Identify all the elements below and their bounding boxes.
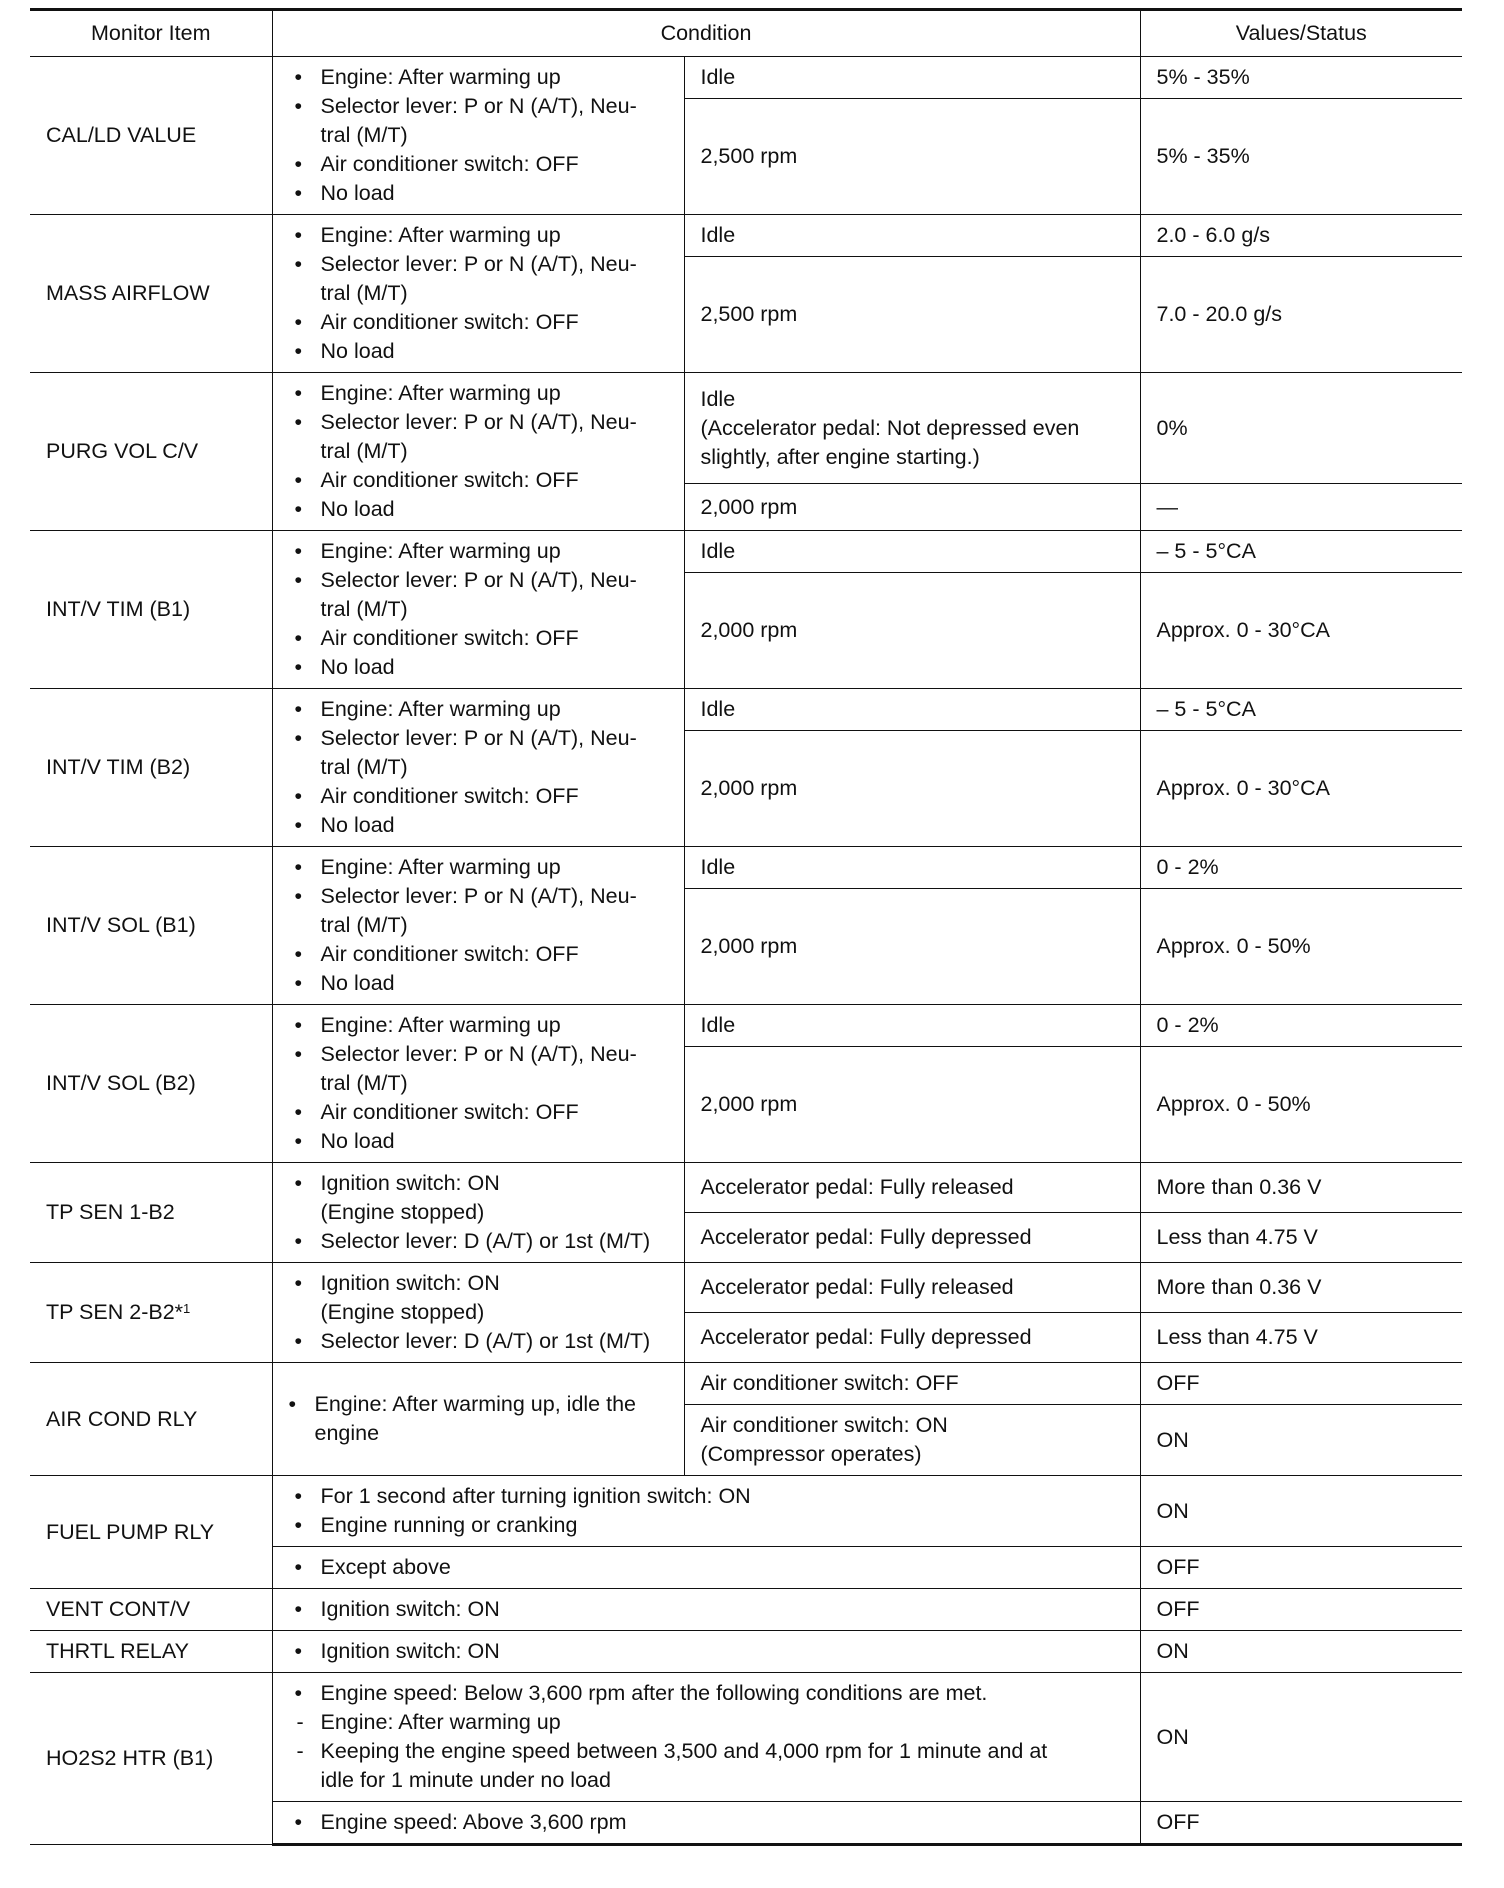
value-cell: Approx. 0 - 30°CA [1140, 573, 1462, 689]
table-row [30, 531, 1462, 573]
sub-condition: 2,500 rpm [684, 99, 1140, 215]
list-item: • Engine: After warming up [289, 221, 674, 250]
table-row [30, 1631, 1462, 1673]
list-item: • Air conditioner switch: OFF [289, 782, 674, 811]
value-cell: Less than 4.75 V [1140, 1313, 1462, 1363]
list-item: • No load [289, 179, 674, 208]
sub-condition: 2,000 rpm [684, 889, 1140, 1005]
list-item: • Selector lever: P or N (A/T), Neu- tral (M/T) [289, 408, 674, 466]
list-item: • For 1 second after turning ignition switch: ON [289, 1482, 1130, 1511]
monitor-item: INT/V SOL (B2) [30, 1005, 272, 1163]
condition-list [272, 215, 684, 373]
value-cell: More than 0.36 V [1140, 1163, 1462, 1213]
sub-condition: Idle [684, 57, 1140, 99]
list-item: • No load [289, 337, 674, 366]
value-cell: OFF [1140, 1802, 1462, 1845]
condition-list [272, 531, 684, 689]
monitor-item: TP SEN 1-B2 [30, 1163, 272, 1263]
condition-list [272, 1263, 684, 1363]
monitor-item: INT/V TIM (B1) [30, 531, 272, 689]
value-cell: Approx. 0 - 50% [1140, 889, 1462, 1005]
list-item: • No load [289, 811, 674, 840]
table-row [30, 1589, 1462, 1631]
sub-condition: Idle [684, 215, 1140, 257]
list-item: • Ignition switch: ON (Engine stopped) [289, 1169, 674, 1227]
value-cell: ON [1140, 1405, 1462, 1476]
list-item: • Air conditioner switch: OFF [289, 308, 674, 337]
list-item: - Keeping the engine speed between 3,500 and 4,000 rpm for 1 minute and at idle for 1 minute under no load [289, 1737, 1130, 1795]
list-item: • Selector lever: D (A/T) or 1st (M/T) [289, 1227, 674, 1256]
list-item: • Engine: After warming up [289, 537, 674, 566]
value-cell: OFF [1140, 1363, 1462, 1405]
list-item: • Engine speed: Below 3,600 rpm after the following conditions are met. [289, 1679, 1130, 1708]
value-cell: ON [1140, 1673, 1462, 1802]
table-row [30, 57, 1462, 99]
list-item: • Ignition switch: ON (Engine stopped) [289, 1269, 674, 1327]
monitor-item: THRTL RELAY [30, 1631, 272, 1673]
value-cell: – 5 - 5°CA [1140, 689, 1462, 731]
sub-condition: 2,000 rpm [684, 731, 1140, 847]
list-item: • Except above [289, 1553, 1130, 1582]
table-row [30, 215, 1462, 257]
value-cell: 5% - 35% [1140, 99, 1462, 215]
table-row [30, 1005, 1462, 1047]
monitor-item: INT/V SOL (B1) [30, 847, 272, 1005]
value-cell: – 5 - 5°CA [1140, 531, 1462, 573]
sub-condition: Air conditioner switch: OFF [684, 1363, 1140, 1405]
sub-condition: Accelerator pedal: Fully released [684, 1263, 1140, 1313]
condition-list [272, 1476, 1140, 1547]
list-item: • Air conditioner switch: OFF [289, 150, 674, 179]
sub-condition: Air conditioner switch: ON (Compressor operates) [684, 1405, 1140, 1476]
condition-list [272, 847, 684, 1005]
list-item: • Engine: After warming up, idle the engine [283, 1390, 674, 1448]
sub-condition: Idle [684, 689, 1140, 731]
value-cell: ON [1140, 1476, 1462, 1547]
list-item: - Engine: After warming up [289, 1708, 1130, 1737]
condition-list [272, 1631, 1140, 1673]
condition-list [272, 1802, 1140, 1845]
table-row [30, 847, 1462, 889]
list-item: • No load [289, 653, 674, 682]
list-item: • Selector lever: D (A/T) or 1st (M/T) [289, 1327, 674, 1356]
header-monitor-item: Monitor Item [30, 10, 272, 57]
monitor-item: VENT CONT/V [30, 1589, 272, 1631]
monitor-item: INT/V TIM (B2) [30, 689, 272, 847]
table-row [30, 1363, 1462, 1405]
spec-page [30, 8, 1462, 1846]
list-item: • Engine: After warming up [289, 1011, 674, 1040]
condition-list [272, 689, 684, 847]
list-item: • Engine: After warming up [289, 695, 674, 724]
value-cell: 0 - 2% [1140, 847, 1462, 889]
value-cell: Approx. 0 - 50% [1140, 1047, 1462, 1163]
list-item: • Air conditioner switch: OFF [289, 940, 674, 969]
monitor-item: TP SEN 2-B2*$^1$ [30, 1263, 272, 1363]
sub-condition: Idle [684, 1005, 1140, 1047]
monitor-item: HO2S2 HTR (B1) [30, 1673, 272, 1845]
monitor-item: CAL/LD VALUE [30, 57, 272, 215]
monitor-item: PURG VOL C/V [30, 373, 272, 531]
value-cell: OFF [1140, 1589, 1462, 1631]
list-item: • No load [289, 495, 674, 524]
list-item: • Air conditioner switch: OFF [289, 1098, 674, 1127]
sub-condition: Accelerator pedal: Fully released [684, 1163, 1140, 1213]
list-item: • No load [289, 969, 674, 998]
table-row [30, 1263, 1462, 1313]
list-item: • Air conditioner switch: OFF [289, 624, 674, 653]
list-item: • Selector lever: P or N (A/T), Neu- tral (M/T) [289, 724, 674, 782]
sub-condition: 2,500 rpm [684, 257, 1140, 373]
condition-list [272, 1005, 684, 1163]
value-cell: ON [1140, 1631, 1462, 1673]
value-cell: OFF [1140, 1547, 1462, 1589]
list-item: • Selector lever: P or N (A/T), Neu- tral (M/T) [289, 566, 674, 624]
table-row [30, 1163, 1462, 1213]
header-condition: Condition [272, 10, 1140, 57]
value-cell: 0% [1140, 373, 1462, 484]
list-item: • No load [289, 1127, 674, 1156]
sub-condition: 2,000 rpm [684, 484, 1140, 531]
table-row [30, 689, 1462, 731]
value-cell: 0 - 2% [1140, 1005, 1462, 1047]
list-item: • Selector lever: P or N (A/T), Neu- tral (M/T) [289, 1040, 674, 1098]
sub-condition: 2,000 rpm [684, 573, 1140, 689]
list-item: • Engine: After warming up [289, 379, 674, 408]
list-item: • Ignition switch: ON [289, 1637, 1130, 1666]
header-values-status: Values/Status [1140, 10, 1462, 57]
value-cell: More than 0.36 V [1140, 1263, 1462, 1313]
value-cell: Approx. 0 - 30°CA [1140, 731, 1462, 847]
sub-condition: 2,000 rpm [684, 1047, 1140, 1163]
list-item: • Engine: After warming up [289, 63, 674, 92]
condition-list [272, 1673, 1140, 1802]
table-row [30, 1673, 1462, 1802]
monitor-item: AIR COND RLY [30, 1363, 272, 1476]
table-row [30, 1476, 1462, 1547]
sub-condition: Idle [684, 531, 1140, 573]
table-header-row [30, 10, 1462, 57]
list-item: • Engine running or cranking [289, 1511, 1130, 1540]
footnote-marker: 1 [183, 1301, 191, 1316]
value-cell: 2.0 - 6.0 g/s [1140, 215, 1462, 257]
list-item: • Engine: After warming up [289, 853, 674, 882]
value-cell: 5% - 35% [1140, 57, 1462, 99]
monitor-item: FUEL PUMP RLY [30, 1476, 272, 1589]
list-item: • Selector lever: P or N (A/T), Neu- tral (M/T) [289, 92, 674, 150]
monitor-spec-table [30, 8, 1462, 1846]
value-cell: — [1140, 484, 1462, 531]
list-item: • Ignition switch: ON [289, 1595, 1130, 1624]
sub-condition: Accelerator pedal: Fully depressed [684, 1213, 1140, 1263]
sub-condition: Idle (Accelerator pedal: Not depressed even slightly, after engine starting.) [684, 373, 1140, 484]
condition-list [272, 57, 684, 215]
value-cell: 7.0 - 20.0 g/s [1140, 257, 1462, 373]
list-item: • Engine speed: Above 3,600 rpm [289, 1808, 1130, 1837]
condition-list [272, 1363, 684, 1476]
monitor-item: MASS AIRFLOW [30, 215, 272, 373]
value-cell: Less than 4.75 V [1140, 1213, 1462, 1263]
sub-condition: Accelerator pedal: Fully depressed [684, 1313, 1140, 1363]
list-item: • Selector lever: P or N (A/T), Neu- tral (M/T) [289, 250, 674, 308]
condition-list [272, 373, 684, 531]
list-item: • Selector lever: P or N (A/T), Neu- tral (M/T) [289, 882, 674, 940]
list-item: • Air conditioner switch: OFF [289, 466, 674, 495]
table-row [30, 373, 1462, 484]
sub-condition: Idle [684, 847, 1140, 889]
condition-list [272, 1589, 1140, 1631]
condition-list [272, 1547, 1140, 1589]
condition-list [272, 1163, 684, 1263]
